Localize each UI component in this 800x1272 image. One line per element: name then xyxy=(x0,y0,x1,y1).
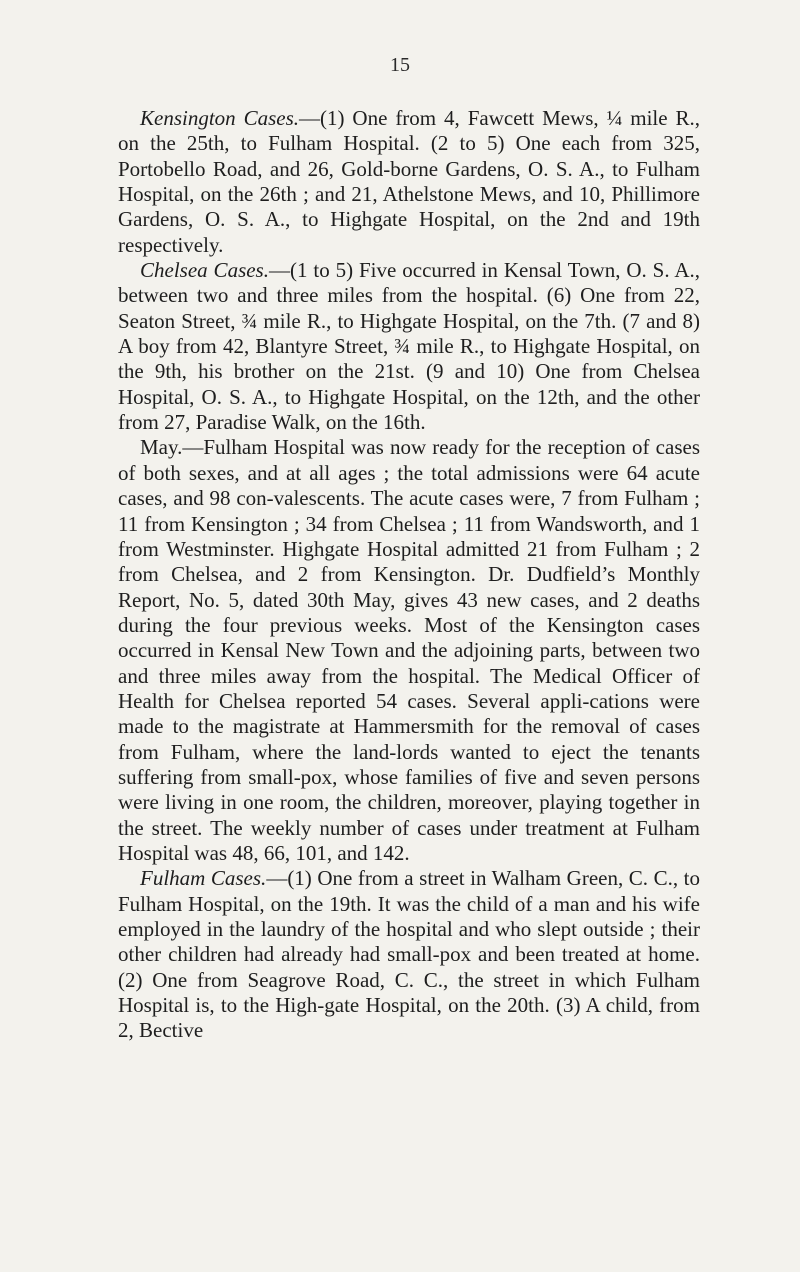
paragraph-may xyxy=(118,435,700,866)
paragraph-body: May.—Fulham Hospital was now ready for the reception of cases of both sexes, and at all ages ; the total admissions were 64 acute cases, and 98 con-valescents. The acute cases were, 7 from Fulham ; 11 from Kensington ; 34 from Chelsea ; 11 from Wandsworth, and 1 from Westminster. Highgate Hospital admitted 21 from Fulham ; 2 from Chelsea, and 2 from Kensington. Dr. Dudfield’s Monthly Report, No. 5, dated 30th May, gives 43 new cases, and 2 deaths during the four previous weeks. Most of the Kensington cases occurred in Kensal New Town and the adjoining parts, between two and three miles away from the hospital. The Medical Officer of Health for Chelsea reported 54 cases. Several appli-cations were made to the magistrate at Hammersmith for the removal of cases from Fulham, where the land-lords wanted to eject the tenants suffering from small-pox, whose families of five and seven persons were living in one room, the children, moreover, playing together in the street. The weekly number of cases under treatment at Fulham Hospital was 48, 66, 101, and 142. xyxy=(118,435,700,865)
body-text xyxy=(118,106,700,1044)
paragraph-body: —(1 to 5) Five occurred in Kensal Town, O. S. A., between two and three miles from the hospital. (6) One from 22, Seaton Street, ¾ mile R., to Highgate Hospital, on the 7th. (7 and 8) A boy from 42, Blantyre Street, ¾ mile R., to Highgate Hospital, on the 9th, his brother on the 21st. (9 and 10) One from Chelsea Hospital, O. S. A., to Highgate Hospital, on the 12th, and the other from 27, Paradise Walk, on the 16th. xyxy=(118,258,700,435)
paragraph-lead: Kensington Cases. xyxy=(140,106,300,130)
paragraph-kensington-cases xyxy=(118,106,700,258)
paragraph-lead: Fulham Cases. xyxy=(140,866,267,891)
page-number: 15 xyxy=(390,54,410,76)
paragraph-fulham-cases xyxy=(118,866,700,1043)
paragraph-body: —(1) One from a street in Walham Green, C. C., to Fulham Hospital, on the 19th. It was the child of a man and his wife employed in the laundry of the hospital and who slept outside ; their other children had already had small-pox and been treated at home. (2) One from Seagrove Road, C. C., the street in which Fulham Hospital is, to the High-gate Hospital, on the 20th. (3) A child, from 2, Bective xyxy=(118,866,700,1043)
paragraph-lead: Chelsea Cases. xyxy=(140,258,269,283)
paragraph-chelsea-cases xyxy=(118,258,700,435)
paragraph-body: —(1) One from 4, Fawcett Mews, ¼ mile R., on the 25th, to Fulham Hospital. (2 to 5) One each from 325, Portobello Road, and 26, Gold-borne Gardens, O. S. A., to Fulham Hospital, on the 26th ; and 21, Athelstone Mews, and 10, Phillimore Gardens, O. S. A., to Highgate Hospital, on the 2nd and 19th respectively. xyxy=(118,106,701,257)
